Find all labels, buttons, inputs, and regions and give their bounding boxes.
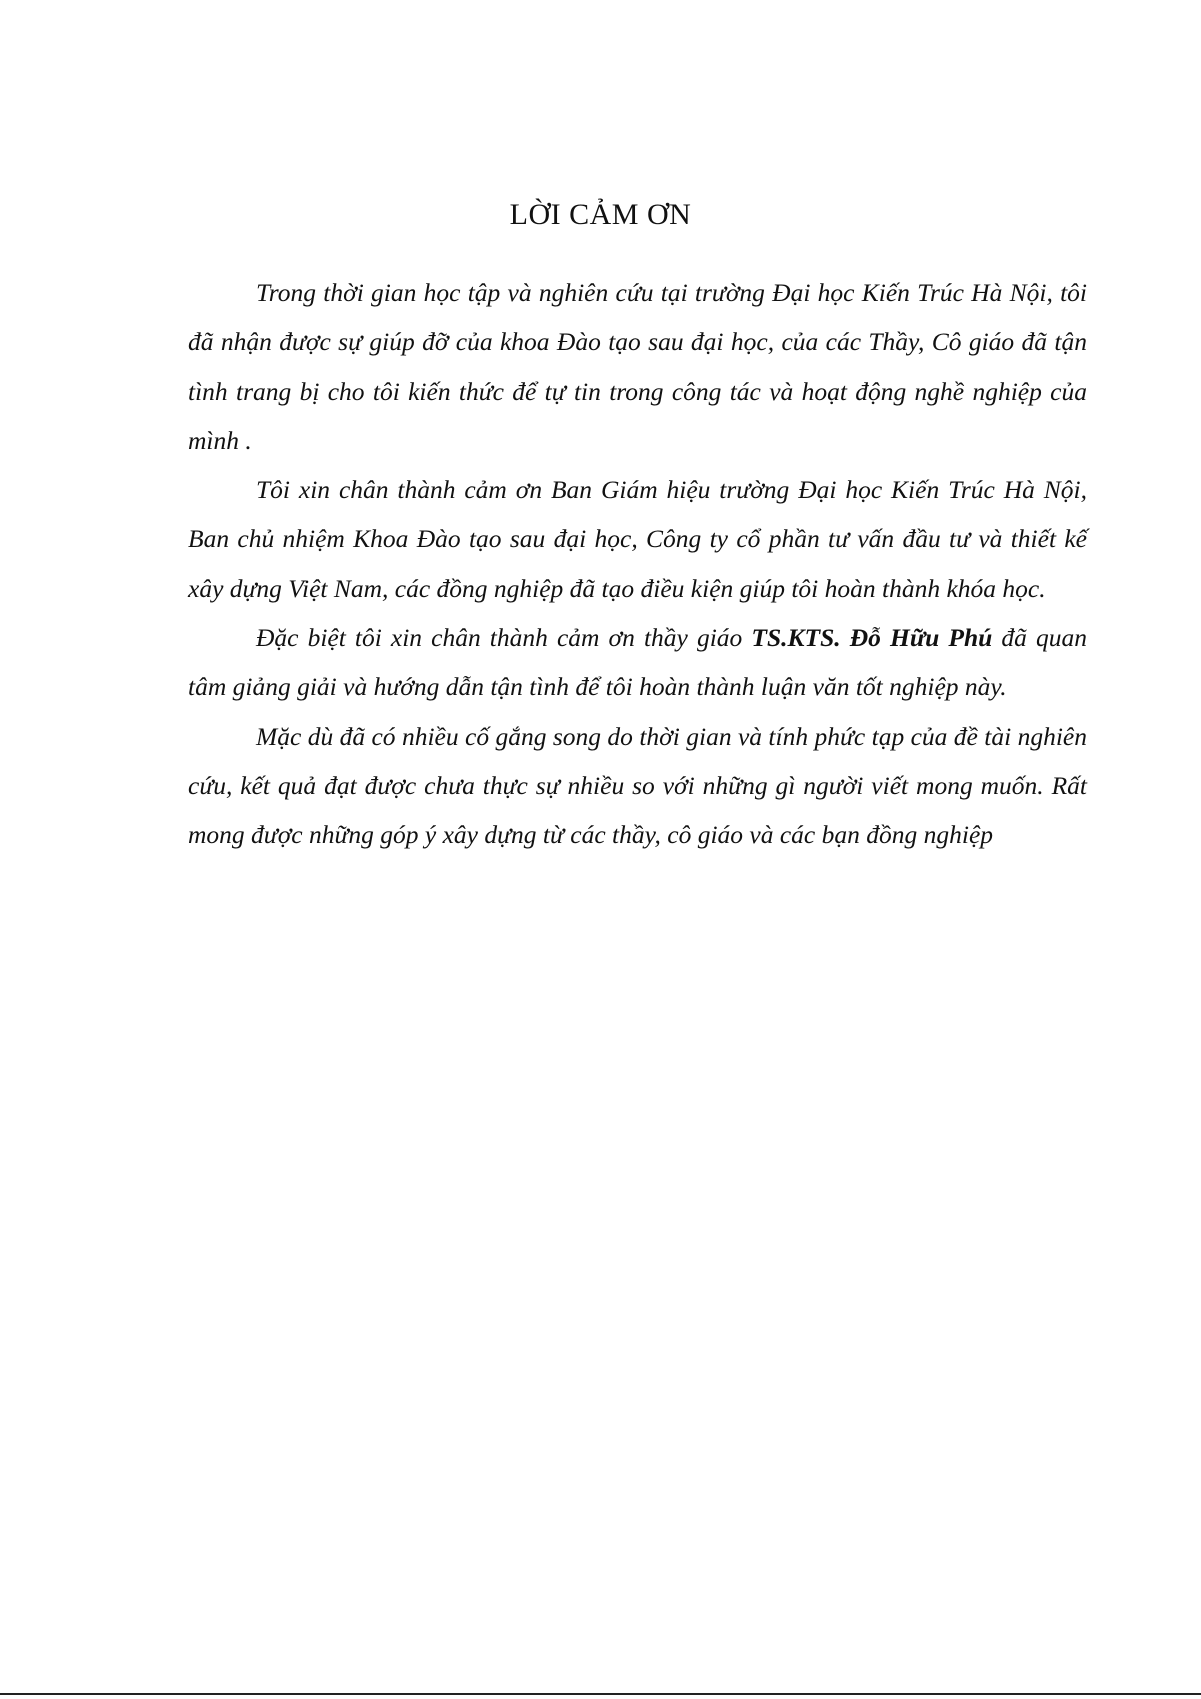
page-bottom-border bbox=[0, 1693, 1201, 1695]
paragraph-4: Mặc dù đã có nhiều cố gắng song do thời gian và tính phức tạp của đề tài nghiên cứu, kết quả đạt được chưa thực sự nhiều so với những gì người viết mong muốn. Rất mong được những góp ý xây dựng từ các thầy, cô giáo và các bạn đồng nghiệp bbox=[188, 721, 1087, 850]
advisor-name: TS.KTS. Đỗ Hữu Phú bbox=[751, 623, 993, 653]
paragraph-2: Tôi xin chân thành cảm ơn Ban Giám hiệu trường Đại học Kiến Trúc Hà Nội, Ban chủ nhiệm Khoa Đào tạo sau đại học, Công ty cổ phần tư vấn đầu tư và thiết kế xây dựng Việt Nam, các đồng nghiệp đã tạo điều kiện giúp tôi hoàn thành khóa học. bbox=[188, 475, 1087, 603]
paragraph-3-lead: Đặc biệt tôi xin chân thành cảm ơn thầy giáo bbox=[256, 623, 752, 653]
paragraph-3-tail: đã quan tâm giảng giải và hướng dẫn tận tình để tôi hoàn thành luận văn tốt nghiệp này. bbox=[188, 623, 1087, 702]
page-title: LỜI CẢM ƠN bbox=[509, 198, 692, 231]
paragraph-1: Trong thời gian học tập và nghiên cứu tại trường Đại học Kiến Trúc Hà Nội, tôi đã nhận được sự giúp đỡ của khoa Đào tạo sau đại học, của các Thầy, Cô giáo đã tận tình trang bị cho tôi kiến thức để tự tin trong công tác và hoạt động nghề nghiệp của mình . bbox=[188, 278, 1087, 455]
paragraph-3 bbox=[188, 613, 1087, 712]
acknowledgement-body bbox=[188, 268, 1087, 860]
